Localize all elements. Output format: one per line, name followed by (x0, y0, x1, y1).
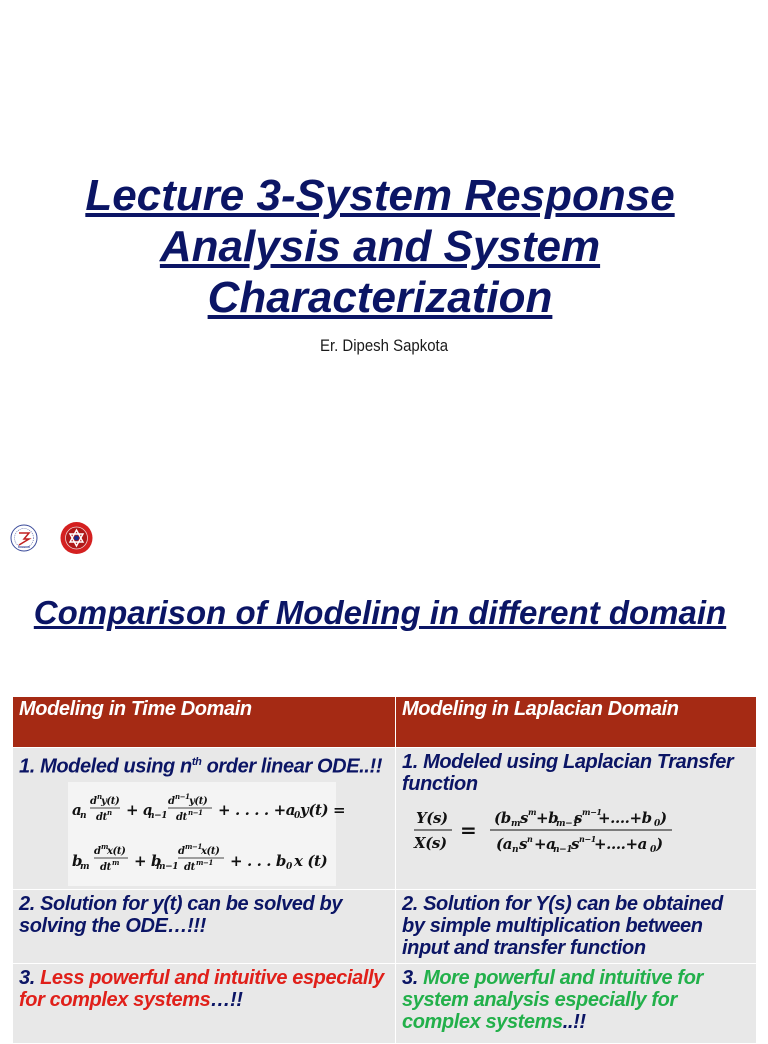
svg-text:d: d (168, 795, 175, 807)
item-number: 3. (402, 966, 418, 989)
svg-text:n: n (527, 834, 533, 844)
svg-text:0: 0 (286, 861, 292, 872)
ode-equation-image (68, 782, 346, 886)
cell-laplace-2 (396, 889, 757, 963)
cell-time-3 (13, 963, 396, 1043)
svg-text:n−1: n−1 (188, 807, 203, 817)
svg-text:y(t): y(t) (189, 795, 208, 807)
university-logo-icon (10, 523, 38, 553)
svg-text:m: m (80, 861, 90, 872)
svg-text:s: s (571, 835, 580, 853)
svg-text:n−1: n−1 (553, 845, 573, 855)
svg-text:y(t): y(t) (101, 795, 120, 807)
superscript: th (191, 756, 202, 768)
svg-text:a: a (72, 800, 82, 819)
svg-text:dt: dt (96, 811, 107, 823)
highlight-text: More powerful and intuitive for system analysis especially for complex systems (402, 966, 703, 1033)
highlight-text: Less powerful and intuitive especially for complex systems (19, 966, 384, 1011)
cell-laplace-3 (396, 963, 757, 1043)
svg-text:s: s (520, 809, 529, 827)
svg-text:dt: dt (184, 861, 195, 873)
svg-text:+a: +a (534, 835, 556, 853)
table-row (13, 963, 757, 1043)
cell-text: order linear ODE..!! (201, 755, 382, 778)
comparison-table (12, 696, 757, 1044)
cell-text: …!! (210, 988, 243, 1011)
table-row (13, 889, 757, 963)
svg-text:n: n (107, 807, 112, 817)
svg-text:+ a: + a (126, 800, 153, 819)
svg-text:m−1: m−1 (556, 819, 579, 829)
svg-text:m−1: m−1 (185, 841, 202, 851)
svg-text:x(t): x(t) (107, 845, 126, 857)
cell-text: Modeled using Laplacian Transfer function (402, 751, 734, 795)
table-row (13, 748, 757, 890)
svg-text:s: s (574, 809, 583, 827)
slide-1 (0, 0, 768, 512)
svg-text:+ . . . b: + . . . b (230, 851, 287, 870)
svg-text:n: n (80, 810, 87, 821)
institute-logo-icon (60, 521, 93, 555)
transfer-function-equation (410, 801, 680, 859)
svg-text:m: m (101, 841, 109, 851)
svg-text:m: m (528, 807, 537, 817)
svg-text:dt: dt (176, 811, 187, 823)
svg-text:+b: +b (536, 809, 559, 827)
table-header-row (13, 697, 757, 748)
svg-text:X(s): X(s) (414, 834, 447, 852)
svg-text:+ . . . . +a: + . . . . +a (218, 800, 296, 819)
svg-text:Y(s): Y(s) (416, 809, 448, 827)
svg-text:): ) (660, 809, 667, 827)
svg-text:d: d (178, 845, 185, 857)
svg-text:(b: (b (494, 809, 511, 827)
svg-text:b: b (72, 851, 83, 870)
svg-text:m−1: m−1 (582, 807, 602, 817)
svg-text:): ) (656, 835, 663, 853)
svg-text:n: n (97, 791, 102, 801)
svg-text:m: m (511, 819, 521, 829)
cell-time-2 (13, 889, 396, 963)
svg-text:y(t) =: y(t) = (300, 800, 346, 819)
svg-text:dt: dt (100, 861, 111, 873)
item-number: 1. (402, 751, 418, 773)
comparison-heading: Comparison of Modeling in different domain (33, 594, 727, 631)
cell-text: Modeled using n (40, 755, 192, 778)
cell-text: ..!! (562, 1010, 586, 1033)
svg-text:x(t): x(t) (201, 845, 220, 857)
svg-text:+....+b: +....+b (598, 809, 652, 827)
cell-time-1 (13, 748, 396, 890)
cell-laplace-1 (396, 748, 757, 890)
svg-text:n−1: n−1 (175, 791, 190, 801)
svg-text:d: d (90, 795, 97, 807)
svg-text:=: = (460, 818, 477, 842)
svg-text:s: s (519, 835, 528, 853)
cell-text: Solution for Y(s) can be obtained by simple multiplication between input and transfer function (402, 892, 723, 959)
svg-text:d: d (94, 845, 101, 857)
svg-text:+....+a: +....+a (594, 835, 647, 853)
header-time-domain: Modeling in Time Domain (13, 697, 396, 748)
cell-text: Solution for y(t) can be solved by solving the ODE…!!! (19, 892, 343, 937)
svg-text:0: 0 (294, 810, 300, 821)
svg-text:(a: (a (496, 835, 513, 853)
svg-text:n: n (512, 845, 519, 855)
item-number: 3. (19, 966, 35, 989)
header-laplacian-domain: Modeling in Laplacian Domain (396, 697, 757, 748)
svg-text:0: 0 (654, 819, 660, 829)
svg-text:n−1: n−1 (579, 834, 596, 844)
svg-text:x (t): x (t) (294, 851, 328, 870)
svg-text:+ b: + b (134, 851, 162, 870)
item-number: 2. (402, 892, 418, 915)
item-number: 2. (19, 892, 35, 915)
svg-text:0: 0 (650, 845, 656, 855)
author-name: Er. Dipesh Sapkota (319, 336, 449, 355)
lecture-title: Lecture 3-System Response Analysis and System Characterization (85, 171, 675, 322)
item-number: 1. (19, 755, 35, 778)
svg-text:m−1: m−1 (196, 857, 213, 867)
svg-text:m: m (112, 857, 120, 867)
svg-text:n−1: n−1 (148, 810, 168, 821)
svg-text:m−1: m−1 (156, 861, 179, 872)
